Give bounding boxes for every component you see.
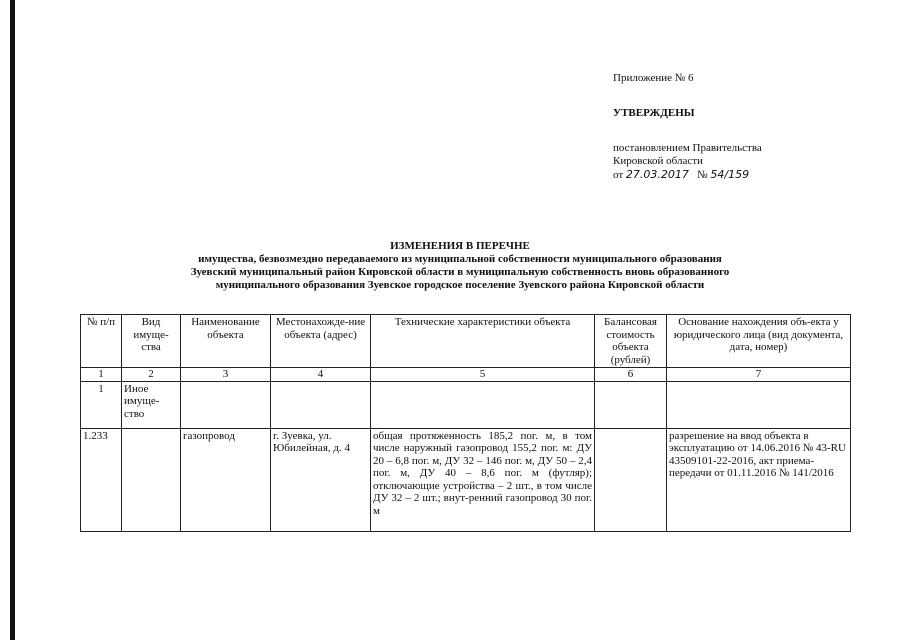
group-row (81, 381, 851, 428)
item-type (122, 428, 181, 531)
header-cell: № п/п (81, 315, 122, 368)
header-cell: Наименование объекта (181, 315, 271, 368)
group-type: Иное имуще-ство (122, 381, 181, 428)
item-basis: разрешение на ввод объекта в эксплуатацию от 14.06.2016 № 43-RU 43509101-22-2016, акт приема-передачи от 01.11.2016 № 141/2016 (667, 428, 851, 531)
approval-block (613, 72, 762, 182)
header-cell: Вид имуще-ства (122, 315, 181, 368)
scan-border (10, 0, 15, 640)
table-row (81, 428, 851, 531)
column-number: 6 (595, 368, 667, 382)
title-line-2: Зуевский муниципальный район Кировской области в муниципальную собственность вновь образованного (190, 266, 730, 278)
header-cell: Технические характеристики объекта (371, 315, 595, 368)
column-number: 5 (371, 368, 595, 382)
item-number: 1.233 (81, 428, 122, 531)
document-title (130, 240, 790, 292)
title-heading: ИЗМЕНЕНИЯ В ПЕРЕЧНЕ (390, 240, 530, 252)
group-number: 1 (81, 381, 122, 428)
column-number: 7 (667, 368, 851, 382)
item-name: газопровод (181, 428, 271, 531)
title-line-3: муниципального образования Зуевское городское поселение Зуевского района Кировской области (215, 279, 705, 291)
title-line-1: имущества, безвозмездно передаваемого из муниципальной собственности муниципального образования (198, 253, 722, 265)
resolution-line-1: постановлением Правительства (613, 142, 762, 154)
item-address: г. Зуевка, ул. Юбилейная, д. 4 (271, 428, 371, 531)
appendix-label: Приложение № 6 (613, 72, 694, 84)
column-number: 1 (81, 368, 122, 382)
item-balance (595, 428, 667, 531)
handwritten-date: 27.03.2017 (625, 168, 689, 181)
header-cell: Балансовая стоимость объекта (рублей) (595, 315, 667, 368)
resolution-date-line (613, 168, 762, 182)
header-cell: Местонахожде-ние объекта (адрес) (271, 315, 371, 368)
property-table (80, 314, 851, 532)
approved-label: УТВЕРЖДЕНЫ (613, 107, 695, 119)
handwritten-number: 54/159 (710, 168, 750, 181)
date-prefix: от (613, 169, 624, 181)
item-characteristics: общая протяженность 185,2 пог. м, в том числе наружный газопровод 155,2 пог. м: ДУ 20 – 6,8 пог. м, ДУ 32 – 146 пог. м, ДУ 50 – 2,4 пог. м, ДУ 40 – 8,6 пог. м (футляр); отключающие устройства – 2 шт., в том числе ДУ 32 – 2 шт.; внут-ренний газопровод 30 пог. м (371, 428, 595, 531)
column-number-row (81, 368, 851, 382)
resolution-line-2: Кировской области (613, 155, 703, 167)
header-cell: Основание нахождения объ-екта у юридического лица (вид документа, дата, номер) (667, 315, 851, 368)
number-prefix: № (697, 169, 708, 181)
column-number: 3 (181, 368, 271, 382)
column-number: 2 (122, 368, 181, 382)
header-row (81, 315, 851, 368)
column-number: 4 (271, 368, 371, 382)
